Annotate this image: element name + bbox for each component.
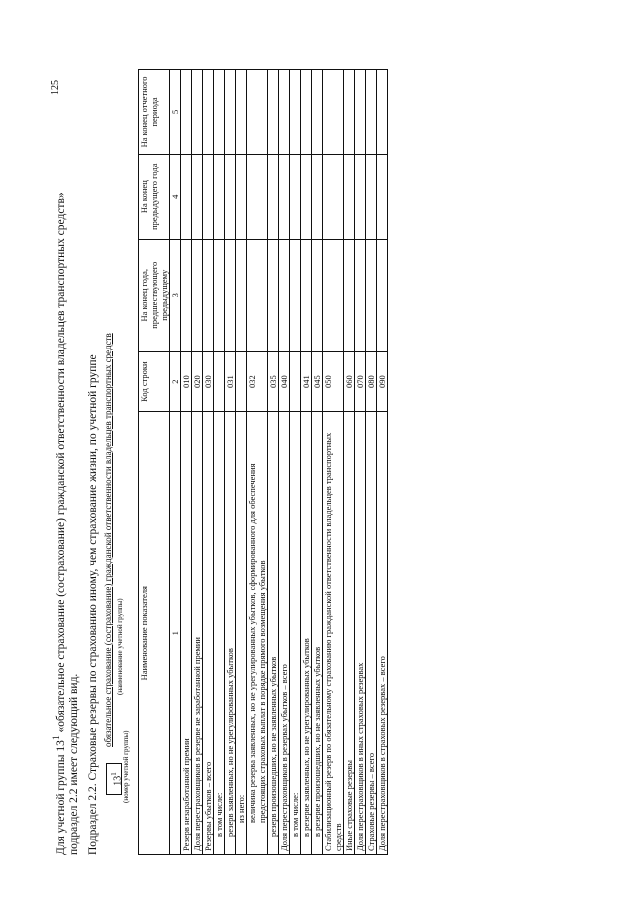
row-code: 010 <box>181 351 192 412</box>
table-row <box>366 70 377 855</box>
col-number-2: 2 <box>170 351 181 412</box>
table-row <box>192 70 203 855</box>
value-cell <box>214 154 225 239</box>
value-cell <box>192 239 203 351</box>
table-row <box>377 70 388 855</box>
intro-sup: 1 <box>51 735 62 741</box>
table-row <box>344 70 355 855</box>
row-name: Доля перестраховщиков в резерве не заработанной премии <box>192 412 203 855</box>
row-name: Страховые резервы – всего <box>366 412 377 855</box>
intro-line1b: «обязательное страхование (сострахование) гражданской ответственности владельцев транспортных средств» <box>54 192 67 736</box>
value-cell <box>247 154 268 239</box>
value-cell <box>323 239 344 351</box>
row-code: 041 <box>301 351 312 412</box>
header-code: Код строки <box>139 351 170 412</box>
reserves-table <box>138 69 388 855</box>
value-cell <box>366 70 377 155</box>
table-row <box>236 70 247 855</box>
value-cell <box>236 70 247 155</box>
table-number-row <box>170 70 181 855</box>
group-name: обязательное страхование (сострахование) гражданской ответственности владельцев транспортных средств <box>102 333 113 747</box>
value-cell <box>279 239 290 351</box>
value-cell <box>279 154 290 239</box>
row-code: 030 <box>203 351 214 412</box>
row-name: Резерв незаработанной премии <box>181 412 192 855</box>
value-cell <box>192 70 203 155</box>
value-cell <box>377 239 388 351</box>
intro-line2: подраздел 2.2 имеет следующий вид. <box>67 673 80 855</box>
value-cell <box>290 70 301 155</box>
group-code-box <box>106 763 122 795</box>
col-number-4: 4 <box>170 154 181 239</box>
group-line <box>102 65 132 855</box>
table-row <box>301 70 312 855</box>
intro-line1: Для учетной группы 13 <box>54 740 67 855</box>
value-cell <box>268 70 279 155</box>
value-cell <box>301 70 312 155</box>
row-name: в том числе: <box>214 412 225 855</box>
rotated-page <box>50 65 610 855</box>
group-code-sup: 1 <box>109 772 118 776</box>
value-cell <box>312 154 323 239</box>
value-cell <box>203 154 214 239</box>
header-year-before-prev: На конец года, предшествующего предыдущему <box>139 239 170 351</box>
value-cell <box>366 239 377 351</box>
value-cell <box>377 154 388 239</box>
value-cell <box>225 239 236 351</box>
table-body <box>181 70 388 855</box>
header-report-period: На конец отчетного периода <box>139 70 170 155</box>
row-code: 040 <box>279 351 290 412</box>
row-code: 020 <box>192 351 203 412</box>
value-cell <box>203 70 214 155</box>
table-row <box>279 70 290 855</box>
row-code: 070 <box>355 351 366 412</box>
value-cell <box>355 239 366 351</box>
row-code: 035 <box>268 351 279 412</box>
row-name: резерв заявленных, но не урегулированных убытков <box>225 412 236 855</box>
row-name: в резерве заявленных, но не урегулированных убытков <box>301 412 312 855</box>
row-name: из него: <box>236 412 247 855</box>
row-name: Резервы убытков – всего <box>203 412 214 855</box>
row-code: 031 <box>225 351 236 412</box>
row-code: 080 <box>366 351 377 412</box>
value-cell <box>323 154 344 239</box>
row-name: Стабилизационный резерв по обязательному страхованию гражданской ответственности владельцев транспортных средств <box>323 412 344 855</box>
col-number-5: 5 <box>170 70 181 155</box>
value-cell <box>290 154 301 239</box>
row-code: 090 <box>377 351 388 412</box>
row-name: резерв произошедших, но не заявленных убытков <box>268 412 279 855</box>
row-code <box>290 351 301 412</box>
value-cell <box>181 154 192 239</box>
row-code <box>236 351 247 412</box>
value-cell <box>181 70 192 155</box>
value-cell <box>312 70 323 155</box>
value-cell <box>236 239 247 351</box>
value-cell <box>268 154 279 239</box>
row-name: величина резерва заявленных, но не урегулированных убытков, сформированного для обеспечения предстоящих страховых выплат в порядке прямого возмещения убытков <box>247 412 268 855</box>
value-cell <box>214 70 225 155</box>
row-name: Доля перестраховщиков в страховых резервах – всего <box>377 412 388 855</box>
row-code: 045 <box>312 351 323 412</box>
row-code <box>214 351 225 412</box>
value-cell <box>312 239 323 351</box>
intro-paragraph <box>50 65 81 855</box>
value-cell <box>203 239 214 351</box>
value-cell <box>225 154 236 239</box>
value-cell <box>236 154 247 239</box>
group-name-caption: (наименование учетной группы) <box>115 598 124 695</box>
table-row <box>214 70 225 855</box>
value-cell <box>301 239 312 351</box>
value-cell <box>301 154 312 239</box>
value-cell <box>323 70 344 155</box>
table-header-row <box>139 70 170 855</box>
header-indicator: Наименование показателя <box>139 412 170 855</box>
value-cell <box>192 154 203 239</box>
value-cell <box>290 239 301 351</box>
table-row <box>323 70 344 855</box>
table-row <box>355 70 366 855</box>
value-cell <box>247 70 268 155</box>
value-cell <box>355 70 366 155</box>
row-code: 060 <box>344 351 355 412</box>
value-cell <box>344 70 355 155</box>
row-name: в том числе: <box>290 412 301 855</box>
table-row <box>290 70 301 855</box>
value-cell <box>214 239 225 351</box>
value-cell <box>268 239 279 351</box>
table-row <box>225 70 236 855</box>
table-row <box>247 70 268 855</box>
table-row <box>312 70 323 855</box>
row-name: Доля перестраховщиков в иных страховых резервах <box>355 412 366 855</box>
header-prev-year: На конец предыдущего года <box>139 154 170 239</box>
table-row <box>268 70 279 855</box>
col-number-3: 3 <box>170 239 181 351</box>
value-cell <box>181 239 192 351</box>
table-row <box>203 70 214 855</box>
group-code-caption: (номер учетной группы) <box>121 730 130 803</box>
row-code: 032 <box>247 351 268 412</box>
page-number: 125 <box>50 80 61 95</box>
row-name: Доля перестраховщиков в резервах убытков – всего <box>279 412 290 855</box>
value-cell <box>377 70 388 155</box>
group-code: 13 <box>112 775 124 786</box>
row-name: Иные страховые резервы <box>344 412 355 855</box>
value-cell <box>279 70 290 155</box>
value-cell <box>344 154 355 239</box>
row-code: 050 <box>323 351 344 412</box>
value-cell <box>225 70 236 155</box>
value-cell <box>366 154 377 239</box>
subsection-title: Подраздел 2.2. Страховые резервы по страхованию иному, чем страхование жизни, по учетной группе <box>86 354 99 855</box>
table-row <box>181 70 192 855</box>
col-number-1: 1 <box>170 412 181 855</box>
value-cell <box>247 239 268 351</box>
value-cell <box>355 154 366 239</box>
value-cell <box>344 239 355 351</box>
row-name: в резерве произошедших, но не заявленных убытков <box>312 412 323 855</box>
